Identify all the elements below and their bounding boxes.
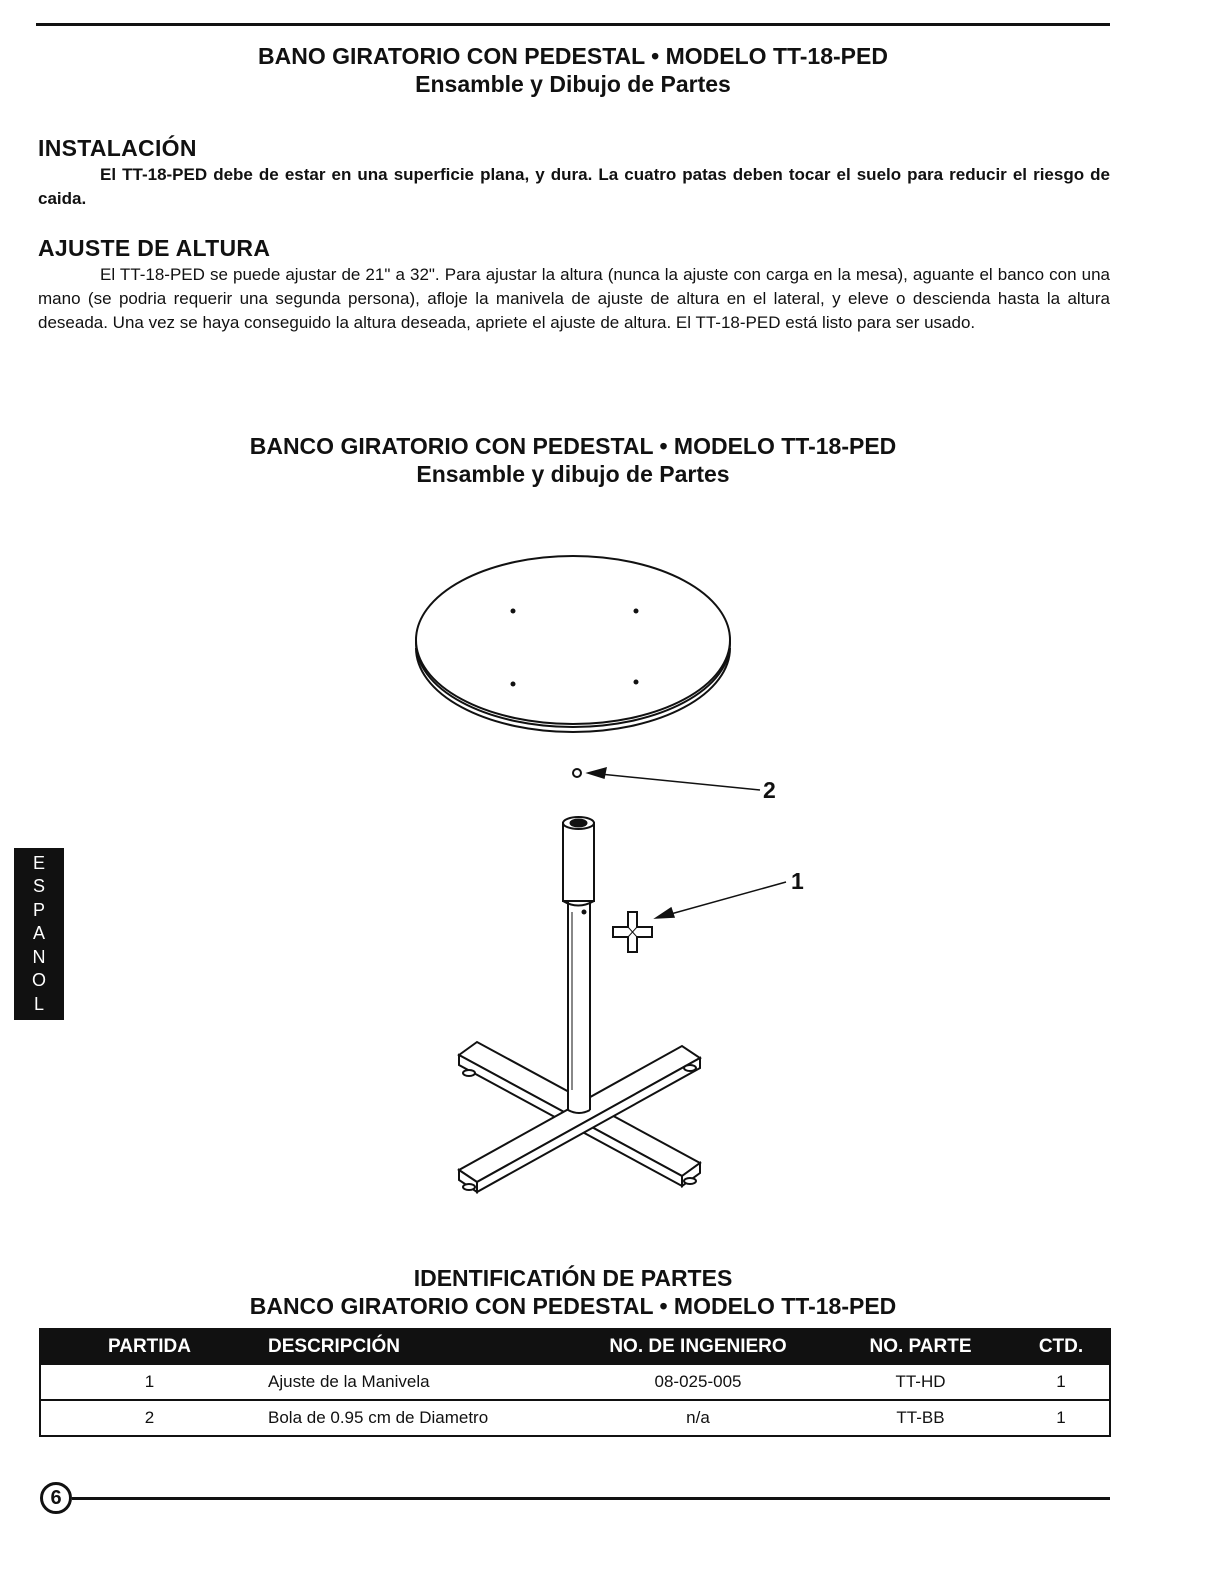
tab-letter: A	[32, 923, 45, 944]
diagram-subtitle: Ensamble y dibujo de Partes	[416, 461, 730, 487]
cell-partida: 2	[40, 1400, 258, 1436]
tab-letter: P	[32, 899, 45, 920]
cell-partida: 1	[40, 1364, 258, 1400]
installation-text: El TT-18-PED debe de estar en una superficie plana, y dura. La cuatro patas deben tocar el suelo para reducir el riesgo de caida.	[38, 165, 1110, 208]
installation-heading: INSTALACIÓN	[38, 135, 197, 161]
parts-section-subtitle: BANCO GIRATORIO CON PEDESTAL • MODELO TT-18-PED	[249, 1293, 897, 1319]
adjustment-knob	[613, 912, 652, 952]
table-header-row	[40, 1329, 1110, 1364]
cell-no-ingeniero: n/a	[568, 1400, 828, 1436]
bottom-rule	[72, 1497, 1110, 1500]
column-header-partida: PARTIDA	[40, 1329, 258, 1364]
tab-letter: O	[31, 970, 46, 991]
cell-no-parte: TT-HD	[828, 1364, 1013, 1400]
header-title: BANO GIRATORIO CON PEDESTAL • MODELO TT-18-PED	[258, 43, 888, 69]
cell-no-ingeniero: 08-025-005	[568, 1364, 828, 1400]
header-subtitle: Ensamble y Dibujo de Partes	[415, 71, 731, 97]
table-row	[40, 1364, 1110, 1400]
cell-ctd: 1	[1013, 1400, 1110, 1436]
callout-1-leader	[656, 882, 786, 918]
tab-letter: E	[32, 852, 45, 873]
stool-assembly-diagram	[390, 545, 830, 1205]
installation-paragraph	[38, 163, 1110, 211]
tab-letter: S	[32, 876, 45, 897]
page-number: 6	[40, 1482, 72, 1514]
cell-ctd: 1	[1013, 1364, 1110, 1400]
height-adjust-heading: AJUSTE DE ALTURA	[38, 235, 271, 261]
height-adjust-paragraph	[38, 263, 1110, 335]
table-row	[40, 1400, 1110, 1436]
tab-letter: N	[32, 946, 46, 967]
diagram-header	[36, 432, 1110, 488]
parts-section-header	[36, 1264, 1110, 1320]
column-header-ctd: CTD.	[1013, 1329, 1110, 1364]
height-adjust-text: El TT-18-PED se puede ajustar de 21" a 32". Para ajustar la altura (nunca la ajuste con carga en la mesa), aguante el banco con una mano (se podria requerir una segunda persona), afloje la manivela de ajuste de altura en el lateral, y eleve o descienda hasta la altura deseada. Una vez se haya conseguido la altura deseada, apriete el ajuste de altura. El TT-18-PED está listo para ser usado.	[38, 265, 1110, 332]
pedestal-column	[563, 817, 594, 1112]
tab-letter: L	[33, 993, 44, 1014]
ball-bearing	[573, 769, 581, 777]
diagram-title: BANCO GIRATORIO CON PEDESTAL • MODELO TT-18-PED	[249, 433, 897, 459]
callout-2: 2	[763, 777, 776, 803]
parts-section-title: IDENTIFICATIÓN DE PARTES	[413, 1265, 733, 1291]
cell-no-parte: TT-BB	[828, 1400, 1013, 1436]
language-tab	[14, 848, 64, 1020]
cell-descripcion: Bola de 0.95 cm de Diametro	[258, 1400, 568, 1436]
column-header-descripcion: DESCRIPCIÓN	[258, 1329, 568, 1364]
column-header-no-ingeniero: NO. DE INGENIERO	[568, 1329, 828, 1364]
parts-table	[39, 1328, 1111, 1437]
callout-2-leader	[588, 768, 760, 790]
callout-1: 1	[791, 868, 804, 894]
stool-seat	[416, 556, 730, 732]
column-header-no-parte: NO. PARTE	[828, 1329, 1013, 1364]
page-header	[36, 42, 1110, 98]
cell-descripcion: Ajuste de la Manivela	[258, 1364, 568, 1400]
top-rule	[36, 23, 1110, 26]
